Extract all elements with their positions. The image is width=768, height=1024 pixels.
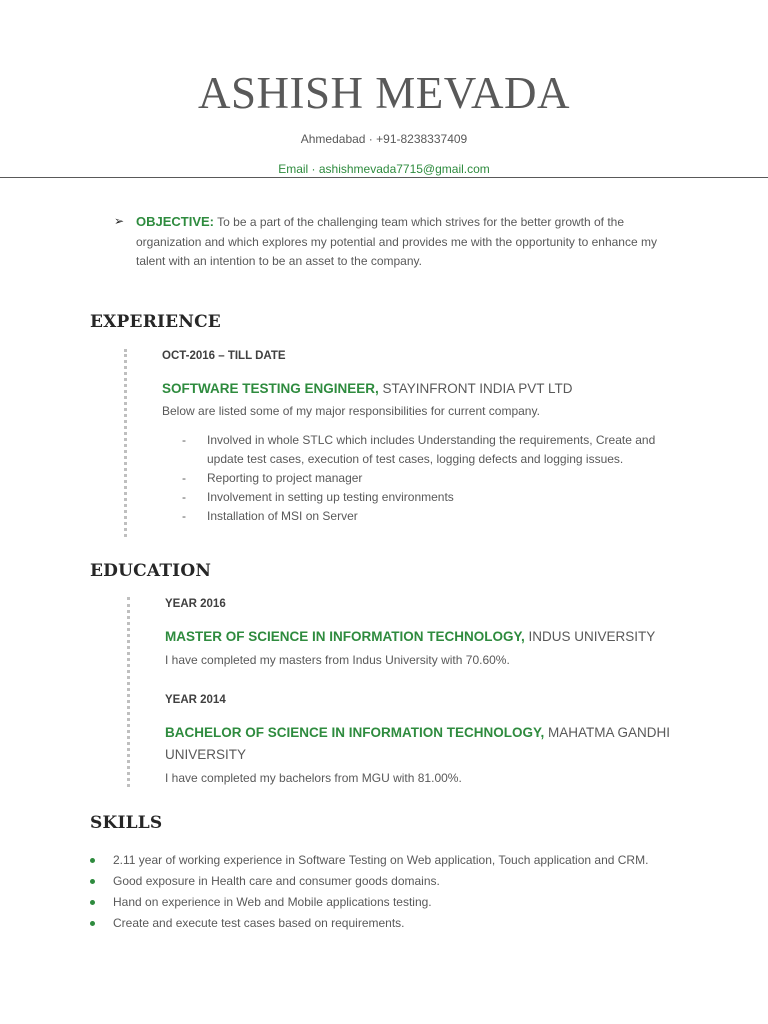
contact-line: Ahmedabad · +91-8238337409 bbox=[300, 132, 468, 146]
dash-bullet-icon: - bbox=[182, 433, 186, 447]
experience-date: OCT-2016 – TILL DATE bbox=[162, 350, 286, 362]
dash-bullet-icon: - bbox=[182, 471, 186, 485]
arrow-bullet-icon: ➢ bbox=[114, 214, 125, 228]
degree-title: MASTER OF SCIENCE IN INFORMATION TECHNOLOGY, bbox=[165, 629, 525, 644]
list-item: 2.11 year of working experience in Software Testing on Web application, Touch application and CRM. bbox=[90, 851, 670, 870]
experience-timeline bbox=[124, 349, 127, 537]
email-line[interactable]: Email · ashishmevada7715@gmail.com bbox=[278, 162, 490, 176]
objective-text: To be a part of the challenging team which strives for the better growth of the organization and which explores my potential and provides me with the opportunity to enhance my talent with an intention to be an asset to the company. bbox=[136, 215, 657, 268]
job-title: SOFTWARE TESTING ENGINEER, bbox=[162, 381, 379, 396]
company-name: STAYINFRONT INDIA PVT LTD bbox=[378, 381, 573, 396]
education-degree bbox=[165, 626, 695, 648]
candidate-name: ASHISH MEVADA bbox=[198, 68, 570, 118]
list-item: Good exposure in Health care and consumer goods domains. bbox=[90, 872, 670, 891]
degree-title: BACHELOR OF SCIENCE IN INFORMATION TECHNOLOGY, bbox=[165, 725, 545, 740]
objective-section bbox=[114, 212, 684, 272]
objective-label: OBJECTIVE: bbox=[136, 214, 215, 229]
education-year: YEAR 2014 bbox=[165, 694, 226, 706]
list-item: - Involvement in setting up testing environments bbox=[182, 488, 682, 507]
list-item: Create and execute test cases based on requirements. bbox=[90, 914, 670, 933]
list-item: - Involved in whole STLC which includes Understanding the requirements, Create and update test cases, execution of test cases, logging defects and logging issues. bbox=[182, 433, 656, 466]
education-description: I have completed my bachelors from MGU with 81.00%. bbox=[165, 771, 462, 785]
education-year: YEAR 2016 bbox=[165, 598, 226, 610]
education-degree bbox=[165, 722, 695, 766]
education-timeline bbox=[127, 597, 130, 787]
school-name: MAHATMA GANDHI UNIVERSITY bbox=[165, 725, 671, 762]
bullet-dot-icon bbox=[90, 858, 95, 863]
dash-bullet-icon: - bbox=[182, 509, 186, 523]
list-item: Hand on experience in Web and Mobile applications testing. bbox=[90, 893, 670, 912]
dash-bullet-icon: - bbox=[182, 490, 186, 504]
experience-intro: Below are listed some of my major responsibilities for current company. bbox=[162, 404, 540, 418]
header-divider bbox=[0, 177, 768, 178]
list-item: - Reporting to project manager bbox=[182, 469, 682, 488]
experience-heading: EXPERIENCE bbox=[90, 312, 221, 332]
experience-role bbox=[162, 378, 682, 400]
education-heading: EDUCATION bbox=[90, 561, 212, 581]
skills-heading: SKILLS bbox=[90, 813, 163, 833]
list-item: - Installation of MSI on Server bbox=[182, 507, 682, 526]
school-name: INDUS UNIVERSITY bbox=[524, 629, 656, 644]
bullet-dot-icon bbox=[90, 921, 95, 926]
skills-list bbox=[90, 851, 670, 935]
responsibility-list bbox=[182, 431, 682, 526]
education-description: I have completed my masters from Indus University with 70.60%. bbox=[165, 653, 510, 667]
objective-text-block bbox=[136, 212, 684, 272]
bullet-dot-icon bbox=[90, 879, 95, 884]
bullet-dot-icon bbox=[90, 900, 95, 905]
